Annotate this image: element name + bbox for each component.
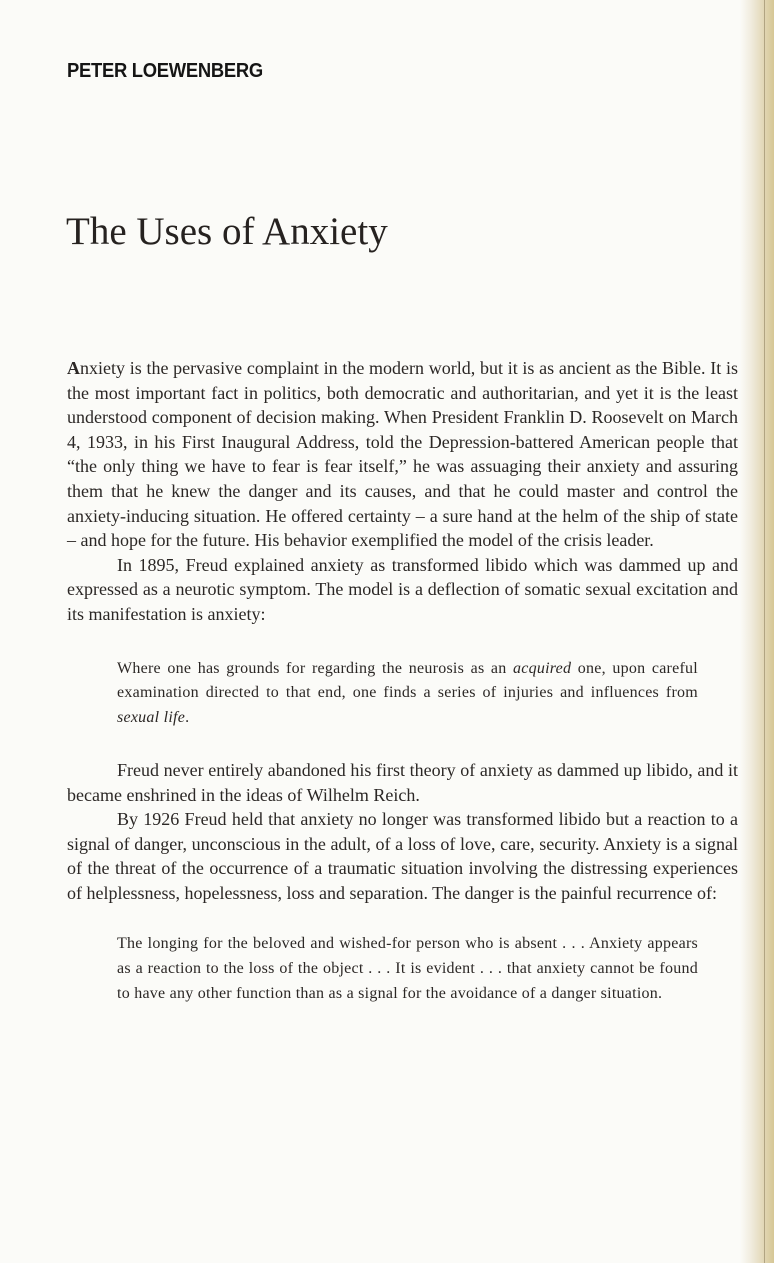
quote-1-part-a: Where one has grounds for regarding the neurosis as an — [117, 659, 513, 677]
quote-1-part-c: . — [185, 709, 190, 727]
paragraph-4: By 1926 Freud held that anxiety no longer was transformed libido but a reaction to a signal of danger, unconscious in the adult, of a loss of love, care, security. Anxiety is a signal of the threat of the occurrence of a traumatic situation involving the distressing experiences of helplessness, hopelessness, loss and separation. The danger is the painful recurrence of: — [67, 809, 738, 903]
quote-1-emphasis-acquired: acquired — [513, 659, 572, 677]
author-name: PETER LOEWENBERG — [67, 60, 263, 82]
article-title: The Uses of Anxiety — [66, 210, 388, 253]
page-edge-line — [764, 0, 765, 1263]
page-edge-shadow — [740, 0, 774, 1263]
block-quote-1 — [117, 657, 698, 731]
article-body — [67, 356, 738, 1007]
block-quote-2: The longing for the beloved and wished-for person who is absent . . . Anxiety appears as a reaction to the loss of the object . . . It is evident . . . that anxiety cannot be found to have any other function than as a signal for the avoidance of a danger situation. — [117, 935, 698, 1003]
paragraph-1-text: nxiety is the pervasive complaint in the modern world, but it is as ancient as the Bible. It is the most important fact in politics, both democratic and authoritarian, and yet it is the least understood component of decision making. When President Franklin D. Roosevelt on March 4, 1933, in his First Inaugural Address, told the Depression-battered American people that “the only thing we have to fear is fear itself,” he was assuaging their anxiety and assuring them that he knew the danger and its causes, and that he could master and control the anxiety-inducing situation. He offered certainty – a sure hand at the helm of the ship of state – and hope for the future. His behavior exemplified the model of the crisis leader. — [67, 358, 738, 551]
quote-1-emphasis-sexual-life: sexual life — [117, 709, 186, 727]
paragraph-3: Freud never entirely abandoned his first theory of anxiety as dammed up libido, and it became enshrined in the ideas of Wilhelm Reich. — [67, 759, 738, 805]
quote-1-part-b: one, upon careful examination directed to that end, one finds a series of injuries and influences from — [117, 659, 698, 702]
drop-initial: A — [67, 358, 80, 378]
paragraph-2: In 1895, Freud explained anxiety as transformed libido which was dammed up and expressed as a neurotic symptom. The model is a deflection of somatic sexual excitation and its manifestation is anxiety: — [67, 554, 738, 624]
paragraph-1 — [67, 356, 738, 553]
